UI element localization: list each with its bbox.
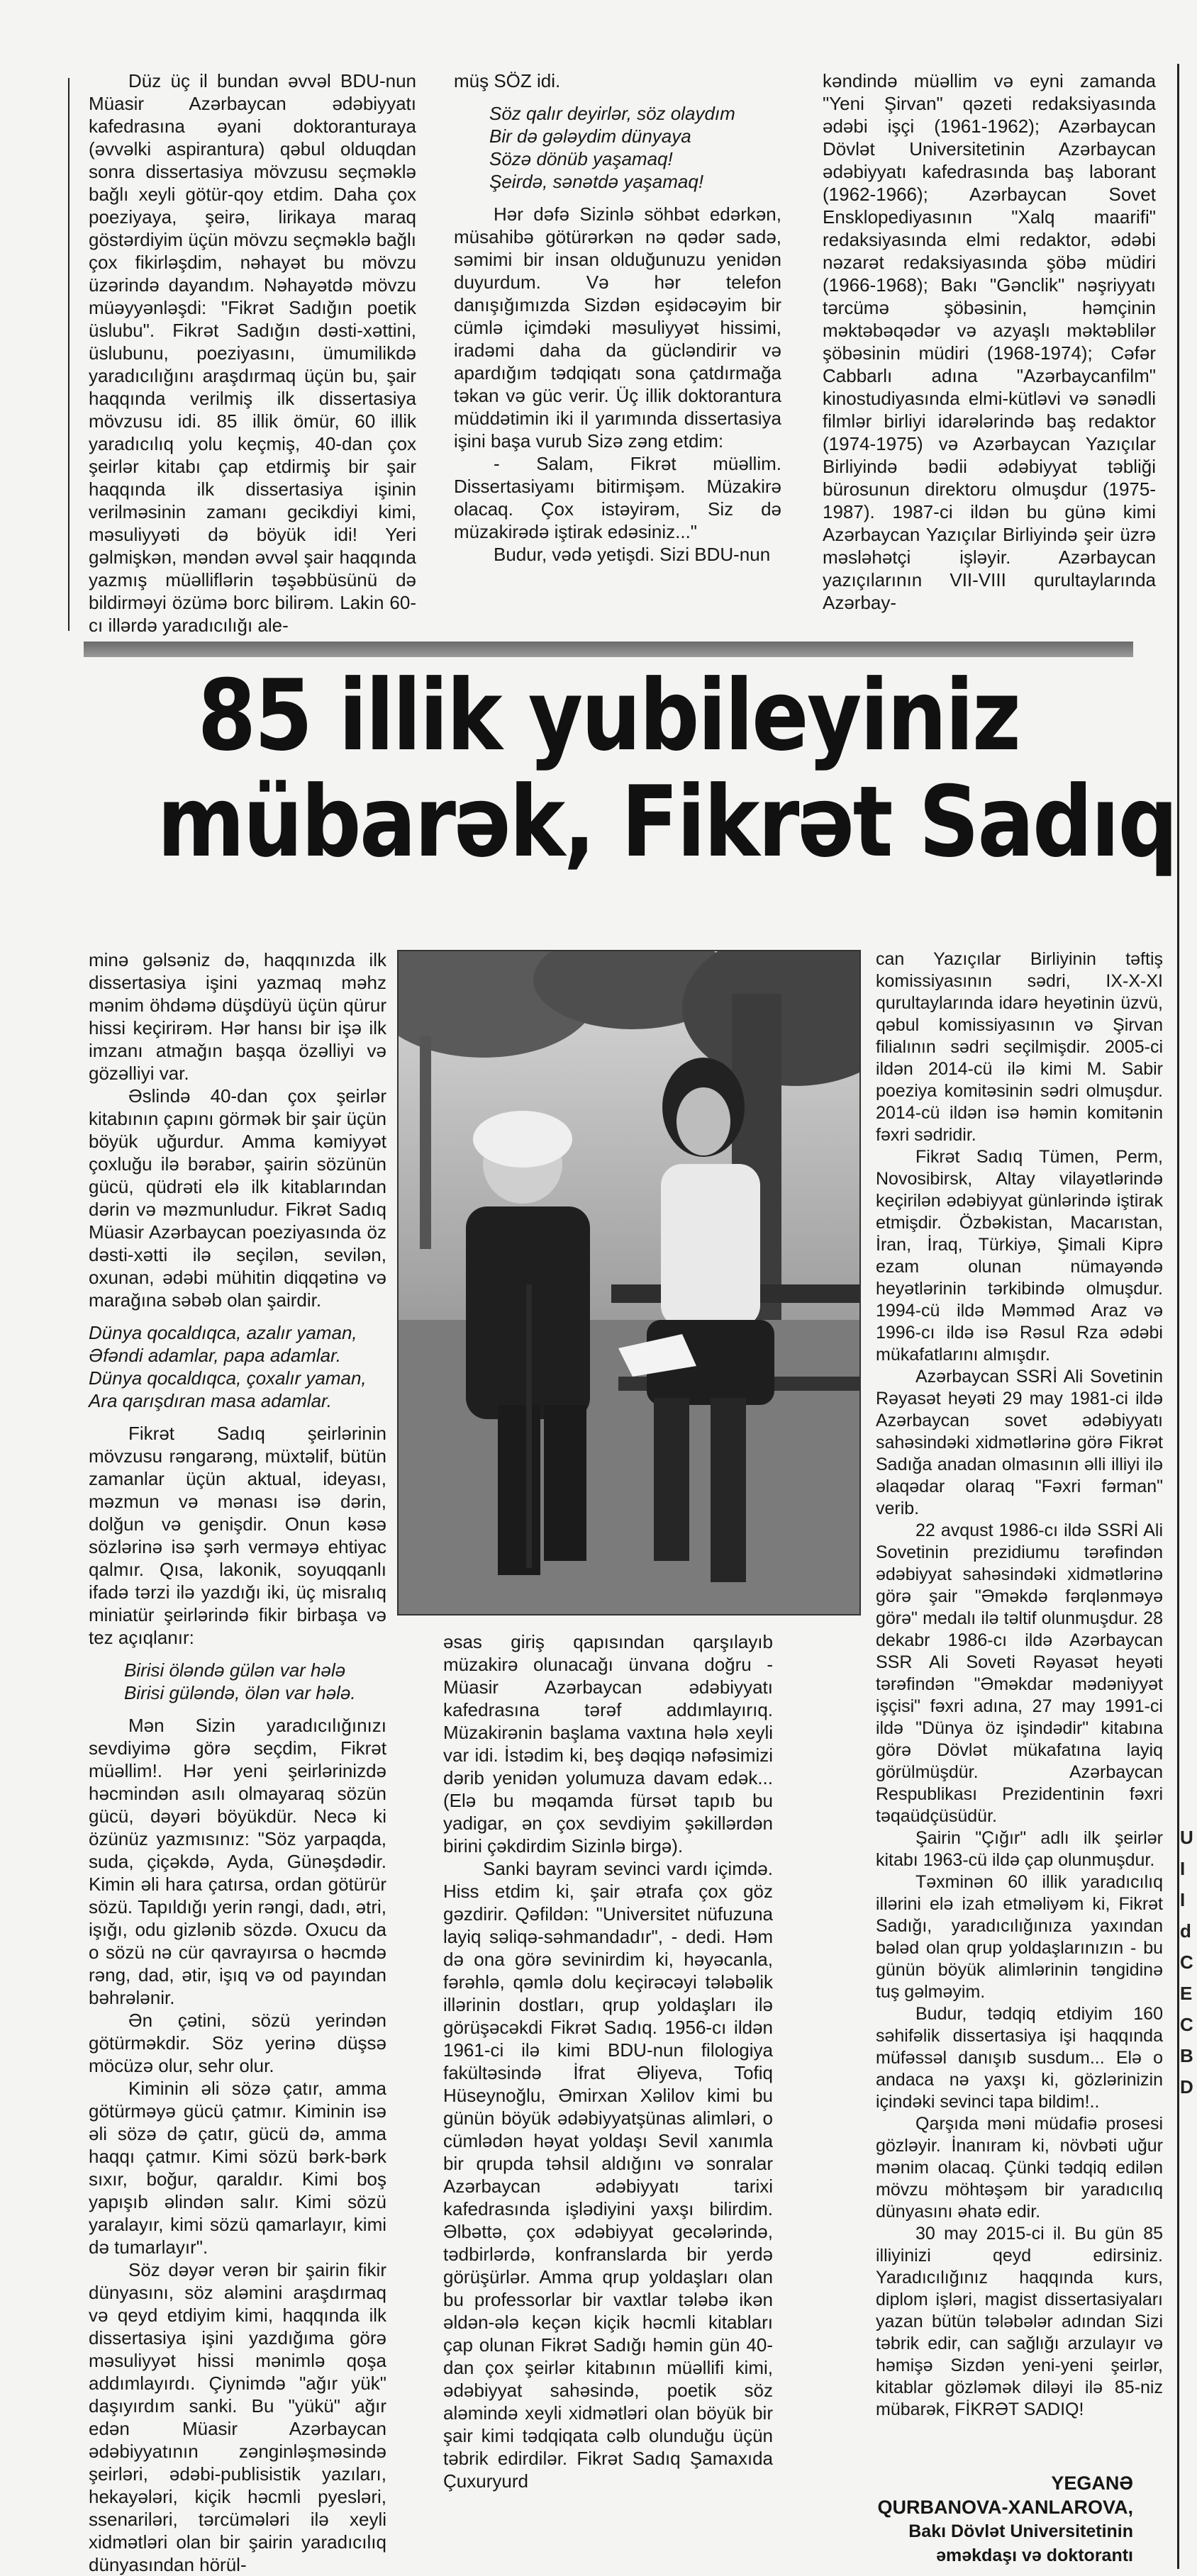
verse-line: Sözə dönüb yaşamaq! <box>489 148 673 169</box>
article-column-left <box>89 948 386 2576</box>
edge-letter: E <box>1180 1983 1193 2004</box>
author-affiliation-2: əməkdaşı və doktorantı <box>936 2546 1133 2565</box>
edge-letter: D <box>1180 2076 1193 2098</box>
edge-letter: U <box>1180 1827 1193 1848</box>
headline-bar <box>84 642 1133 657</box>
article-column-middle <box>443 1630 773 2492</box>
edge-letter: I <box>1180 1889 1186 1910</box>
paragraph: Düz üç il bundan əvvəl BDU-nun Müasir Azərbaycan ədəbiyyatı kafedrasına əyani doktoranturaya (əvvəlki aspirantura) qəbul olduqdan sonra dissertasiya mövzusu seçməklə bağlı xeyli götür-qoy etdim. Daha çox poeziyaya, şeirə, lirikaya maraq göstərdiyim üçün mövzu seçməklə bağlı çox fikirləşdim, nəhayət bu mövzu üzərində dayandım. Nəhayətdə mövzu müəyyənləşdi: "Fikrət Sadığın poetik üslubu". Fikrət Sadığın dəsti-xəttini, üslubunu, poeziyasını, ümumilikdə yaradıcılığını araşdırmaq üçün bu, şair haqqında verilmiş ilk dissertasiya mövzusu idi. 85 illik ömür, 60 illik yaradıcılıq yolu keçmiş, 40-dan çox şeirlər kitabı çap etdirmiş bir şair haqqında ilk dissertasiya işinin verilməsinin zamanı gecikdiyi kimi, məsuliyyəti də böyük idi! Yeri gəlmişkən, məndən əvvəl şair haqqında yazmış müəlliflərin təşəbbüsünü də bildirməyi özümə borc bilirəm. Lakin 60-cı illərdə yaradıcılığı ale- <box>89 70 416 636</box>
paragraph: 22 avqust 1986-cı ildə SSRİ Ali Sovetinin prezidiumu tərəfindən ədəbiyyat sahəsindəki xidmətlərinə görə şair "Əməkdə fərqlənməyə görə" medalı ilə təltif olunmuşdur. 28 dekabr 1986-cı ildə Azərbaycan SSR Ali Soveti Rəyasət heyəti tərəfindən "Əməkdar mədəniyyət işçisi" fəxri adına, 27 may 1991-ci ildə "Dünya öz işindədir" kitabına görə Dövlət mükafatına layiq görülmüşdür. Azərbaycan Respublikası Prezidentinin fəxri təqaüdçüsüdür. <box>876 1521 1163 1826</box>
article-photo <box>397 950 861 1615</box>
verse-line: Söz qalır deyirlər, söz olaydım <box>489 103 735 124</box>
edge-letter: I <box>1180 1858 1186 1879</box>
author-name-first: YEGANƏ <box>1051 2473 1133 2494</box>
column-rule-left <box>68 78 69 631</box>
paragraph: Budur, tədqiq etdiyim 160 səhifəlik dissertasiya işi haqqında müfəssəl danışıb susdum... Elə o andaca nə yaxşı ki, gözlərinizin içindəki sevinci tapa bildim!.. <box>876 2004 1163 2112</box>
paragraph: minə gəlsəniz də, haqqınızda ilk dissertasiya işini yazmaq məhz mənim öhdəmə düşdüyü üçün qürur hissi keçirirəm. Hər hansı bir işə ilk imzanı atmağın başqa özəlliyi və gözəlliyi var. <box>89 949 386 1084</box>
top-column-1 <box>89 69 416 637</box>
headline-line-2: mübarək, Fikrət Sadıq <box>157 765 1176 879</box>
paragraph: Mən Sizin yaradıcılığınızı sevdiyimə görə seçdim, Fikrət müəllim!. Hər yeni şeirlərinizdə həcmindən asılı olmayaraq sözün gücü, dəyəri böyükdür. Necə ki özünüz yazmısınız: "Söz yarpaqda, suda, çiçəkdə, Ayda, Günəşdədir. Kimin əli hara çatırsa, ordan götürür sözü. Tapıldığı yerin rəngi, dadı, ətri, işığı, odu gizlənib sözdə. Oxucu da o sözü nə cür qavrayırsa o həcmdə rəng, dad, ətir, işıq və od payından bəhrələnir. <box>89 1715 386 2008</box>
headline <box>157 659 1176 879</box>
paragraph: can Yazıçılar Birliyinin təftiş komissiyasının sədri, IX-X-XI qurultaylarında idarə heyətinin üzvü, qəbul komissiyasının və Şirvan filialının sədri seçilmişdir. 2005-ci ildən 2014-cü ilə kimi M. Sabir poeziya komitəsinin sədri olmuşdur. 2014-cü ildən isə həmin komitənin fəxri sədridir. <box>876 949 1163 1145</box>
verse-line: Şeirdə, sənətdə yaşamaq! <box>489 171 704 192</box>
verse-block <box>489 102 781 193</box>
paragraph: - Salam, Fikrət müəllim. Dissertasiyamı bitirmişəm. Müzakirə olacaq. Çox istəyirəm, Siz də müzakirədə iştirak edəsiniz..." <box>454 453 781 542</box>
column-rule-right <box>1177 64 1179 2569</box>
verse-line: Bir də gələydim dünyaya <box>489 125 691 147</box>
paragraph: Budur, vədə yetişdi. Sizi BDU-nun <box>494 544 771 565</box>
verse-line: Dünya qocaldıqca, azalır yaman, <box>89 1322 357 1343</box>
verse-line: Birisi güləndə, ölən var hələ. <box>124 1682 356 1703</box>
paragraph: Azərbaycan SSRİ Ali Sovetinin Rəyasət heyəti 29 may 1981-ci ildə Azərbaycan sovet ədəbiyyatı sahəsindəki xidmətlərinə görə Fikrət Sadığa anadan olmasının əlli illiyi ilə əlaqədar olaraq "Fəxri fərman" verib. <box>876 1367 1163 1518</box>
paragraph: Təxminən 60 illik yaradıcılıq illərini elə izah etməliyəm ki, Fikrət Sadığı, yaradıcılığınıza yaxından bələd olan qrup yoldaşlarınızın - bu günün böyük alimlərinin təngidinə tuş gəlməyim. <box>876 1872 1163 2002</box>
edge-letter: C <box>1180 2014 1193 2035</box>
paragraph: Hər dəfə Sizinlə söhbət edərkən, müsahibə götürərkən nə qədər sadə, səmimi bir insan olduğunuzu yenidən duyurdum. Və hər telefon danışığımızda Sizdən eşidəcəyim bir cümlə içimdəki məsuliyyət hissimi, iradəmi daha da gücləndirir və apardığım tədqiqatı sona çatdırmağa təkan və güc verir. Üç illik doktorantura müddətimin iki il yarımında dissertasiya işini başa vurub Sizə zəng etdim: <box>454 203 781 452</box>
verse-line: Ara qarışdıran masa adamlar. <box>89 1390 332 1411</box>
article-column-right <box>876 948 1163 2421</box>
author-signature <box>750 2471 1133 2567</box>
paragraph: Kiminin əli sözə çatır, amma götürməyə gücü çatmır. Kiminin isə əli sözə də çatır, gücü də, amma haqqı çatmır. Kimi sözü bərk-bərk sıxır, boğur, qaraldır. Kimi boş yapışıb əlindən salır. Kimi sözü yaralayır, kimi sözü qamarlayır, kimi də tumarlayır". <box>89 2078 386 2258</box>
verse-block <box>89 1321 386 1412</box>
paragraph: Əslində 40-dan çox şeirlər kitabının çapını görmək bir şair üçün böyük uğurdur. Amma kəmiyyət çoxluğu ilə bərabər, şairin sözünün gücü, qüdrəti elə ilk kitablarından dərin və məzmunludur. Fikrət Sadıq Müasir Azərbaycan poeziyasında öz dəsti-xətti ilə seçilən, sevilən, oxunan, ədəbi mühitin diqqətinə və marağına səbəb olan şairdir. <box>89 1085 386 1311</box>
paragraph: Söz dəyər verən bir şairin fikir dünyasını, söz aləmini araşdırmaq və qeyd etdiyim kimi, haqqında ilk dissertasiya işini yazdığıma görə məsuliyyət hissi mənimlə qoşa addımlayırdı. Çiynimdə "ağır yük" daşıyırdım sanki. Bu "yükü" ağır edən Müasir Azərbaycan ədəbiyyatının zənginləşməsində şeirləri, ədəbi-publisistik yazıları, hekayələri, kiçik həcmli pyesləri, ssenariləri, tərcümələri ilə xeyli xidmətləri olan bir şairin yaradıcılıq dünyasından hörül- <box>89 2259 386 2575</box>
edge-letter: B <box>1180 2045 1193 2066</box>
edge-letter: C <box>1180 1951 1193 1973</box>
paragraph: Sanki bayram sevinci vardı içimdə. Hiss etdim ki, şair ətrafa çox göz gəzdirir. Qəfildən: "Universitet nüfuzuna layiq səliqə-səhmandadır", - dedi. Həm də ona görə sevinirdim ki, həyəcanla, fərəhlə, qəmlə dolu keçirəcəyi tələbəlik illərinin dostları, qrup yoldaşları ilə görüşəcəkdi Fikrət Sadıq. 1956-cı ildən 1961-ci ilə kimi BDU-nun filologiya fakültəsində İfrat Əliyeva, Tofiq Hüseynoğlu, Əmirxan Xəlilov kimi bu günün böyük ədəbiyyatşünas alimləri, o cümlədən həyat yoldaşı Sevil xanımla bir qrupda təhsil aldığını və sonralar Azərbaycan ədəbiyyatı tarixi kafedrasında işlədiyini yaxşı bilirdim. Əlbəttə, çox ədəbiyyat gecələrində, tədbirlərdə, konfranslarda bir yerdə görüşürlər. Amma qrup yoldaşları olan bu professorlar bir vaxtlar tələbə ikən əldən-ələ keçən kiçik həcmli kitabları çap olunan Fikrət Sadığı həmin gün 40-dan çox şeirlər kitabının müəllifi kimi, ədəbiyyat sahəsində, poetik söz aləmində xeyli xidmətləri olan böyük bir şair kimi tədqiqata cəlb olunduğu üçün təbrik edirdilər. Fikrət Sadıq Şamaxıda Çuxuryurd <box>443 1858 773 2492</box>
headline-line-1: 85 illik yubileyiniz <box>197 659 1020 773</box>
verse-line: Birisi öləndə gülən var hələ <box>124 1659 346 1681</box>
paragraph: əsas giriş qapısından qarşılayıb müzakirə olunacağı ünvana doğru - Müasir Azərbaycan ədəbiyyatı kafedrasına tərəf addımlayırıq. Müzakirənin başlama vaxtına hələ xeyli var idi. İstədim ki, beş dəqiqə nəfəsimizi dərib yenidən yolumuza davam edək... (Elə bu məqamda fürsət tapıb bu yadigar, ən çox sevdiyim şəkillərdən birini çəkdirdim Sizinlə birgə). <box>443 1631 773 1857</box>
paragraph: Fikrət Sadıq Tümen, Perm, Novosibirsk, Altay vilayətlərində keçirilən ədəbiyyat günlərində iştirak etmişdir. Özbəkistan, Macarıstan, İran, İraq, Türkiyə, Şimali Kiprə ezam olunan nümayəndə heyətlərinin tərkibində olmuşdur. 1994-cü ildə Məmməd Araz və 1996-cı ildə isə Rəsul Rza ədəbi mükafatlarını almışdır. <box>876 1147 1163 1365</box>
top-column-3 <box>823 69 1156 614</box>
author-affiliation-1: Bakı Dövlət Universitetinin <box>908 2521 1133 2541</box>
paragraph: 30 may 2015-ci il. Bu gün 85 illiyinizi qeyd edirsiniz. Yaradıcılığınız haqqında kurs, diplom işləri, magist dissertasiyaları yazan bütün tələbələr adından Sizi təbrik edir, can sağlığı arzulayır və həmişə Sizdən yeni-yeni şeirlər, kitablar gözləmək diləyi ilə 85-niz mübarək, FİKRƏT SADIQ! <box>876 2224 1163 2419</box>
paragraph: kəndində müəllim və eyni zamanda "Yeni Şirvan" qəzeti redaksiyasında ədəbi işçi (1961-1962); Azərbaycan Dövlət Universitetinin Azərbaycan ədəbiyyatı kafedrasında baş laborant (1962-1966); Azərbaycan Sovet Ensklopediyasının "Xalq maarifi" redaksiyasında elmi redaktor, ədəbi nəzarət redaksiyasında şöbə müdiri (1966-1968); Bakı "Gənclik" nəşriyyatı tərcümə şöbəsinin, həmçinin məktəbəqədər və azyaşlı məktəblilər şöbəsinin müdiri (1968-1974); Cəfər Cabbarlı adına "Azərbaycanfilm" kinostudiyasında elmi-kütləvi və sənədli filmlər birliyi idarələrində baş redaktor (1974-1975) və Azərbaycan Yazıçılar Birliyində bədii ədəbiyyat təbliği bürosunun direktoru olmuşdur (1975-1987). 1987-ci ildən bu günə kimi Azərbaycan Yazıçılar Birliyində şeir üzrə məsləhətçi işləyir. Azərbaycan yazıçılarının VII-VIII qurultaylarında Azərbay- <box>823 70 1156 613</box>
paragraph: Ən çətini, sözü yerindən götürməkdir. Söz yerinə düşsə möcüzə olur, sehr olur. <box>89 2010 386 2076</box>
paragraph: Şairin "Çığır" adlı ilk şeirlər kitabı 1963-cü ildə çap olunmuşdur. <box>876 1828 1163 1870</box>
edge-letter: d <box>1180 1920 1191 1942</box>
paragraph: Fikrət Sadıq şeirlərinin mövzusu rəngarəng, müxtəlif, bütün zamanlar üçün aktual, ideyası, məzmun və mənası isə dərin, dolğun və genişdir. Onun kəsə sözlərinə isə şərh verməyə ehtiyac qalmır. Qısa, lakonik, soyuqqanlı ifadə tərzi ilə yazdığı iki, üç misralıq miniatür şeirlərində fikir birbaşa və tez açıqlanır: <box>89 1423 386 1648</box>
photo-illustration <box>399 951 859 1614</box>
verse-block <box>124 1659 386 1704</box>
paragraph: müş SÖZ idi. <box>454 70 561 91</box>
paragraph: Qarşıda məni müdafiə prosesi gözləyir. İnanıram ki, növbəti uğur mənim olacaq. Çünki tədqiq edilən mövzu möhtəşəm bir yaradıcılıq dünyasını əhatə edir. <box>876 2114 1163 2222</box>
verse-line: Dünya qocaldıqca, çoxalır yaman, <box>89 1367 367 1389</box>
verse-line: Əfəndi adamlar, papa adamlar. <box>89 1345 342 1366</box>
author-name-last: QURBANOVA-XANLAROVA, <box>877 2497 1133 2518</box>
top-column-2 <box>454 69 781 566</box>
cropped-edge-text <box>1180 1822 1196 2102</box>
